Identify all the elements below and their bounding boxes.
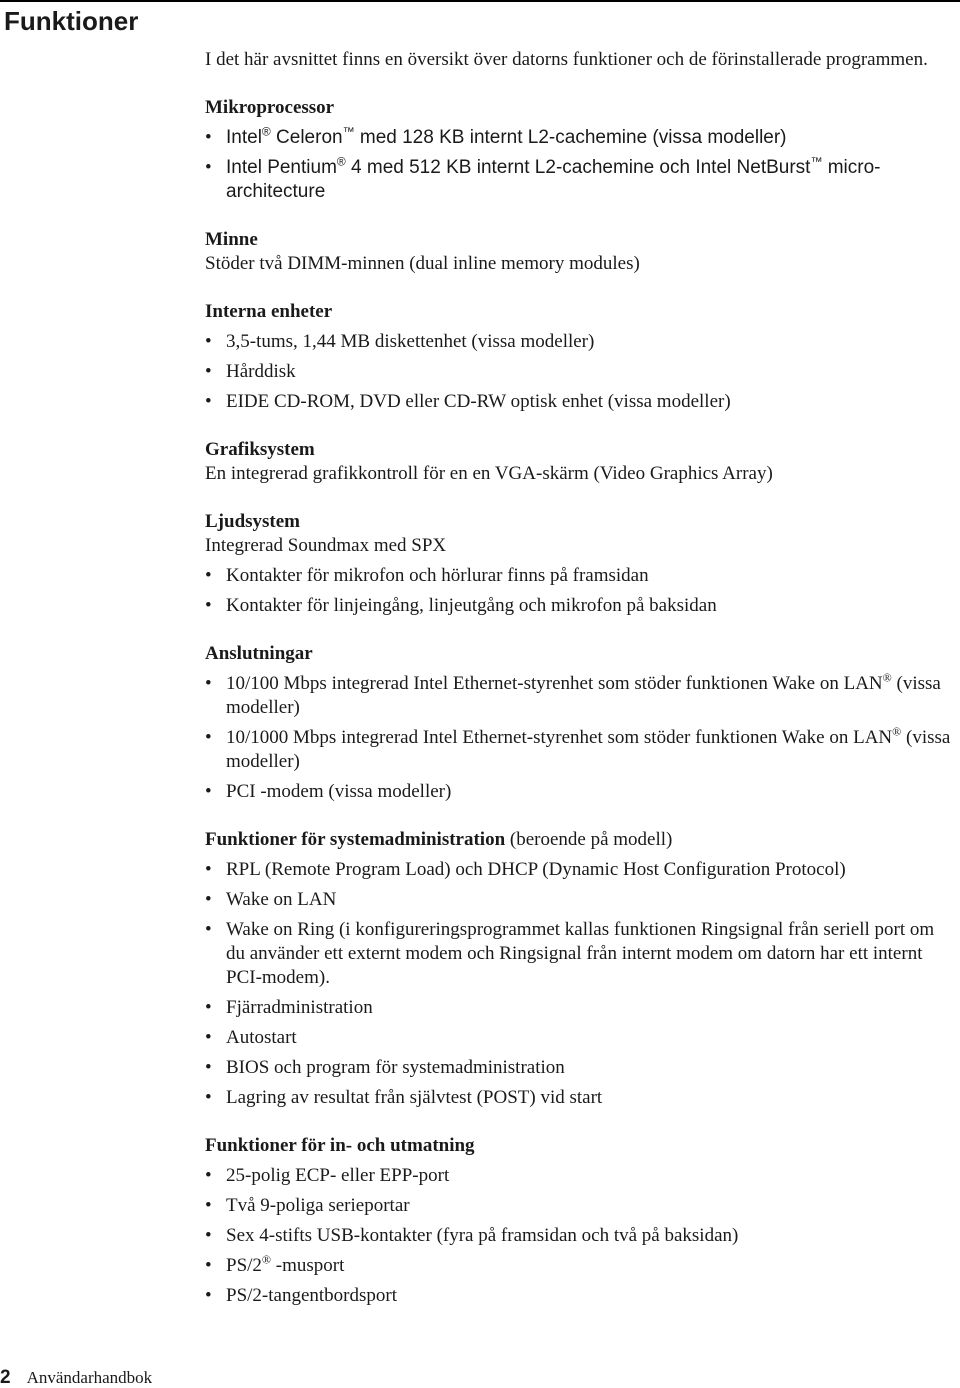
section-input-output — [205, 1134, 957, 1308]
list-item: • EIDE CD-ROM, DVD eller CD-RW optisk enhet (vissa modeller) — [205, 390, 957, 414]
list-item: • Kontakter för linjeingång, linjeutgång och mikrofon på baksidan — [205, 594, 957, 618]
bullet-list — [205, 858, 957, 1110]
section-connectivity — [205, 642, 957, 804]
list-item: • 3,5-tums, 1,44 MB diskettenhet (vissa modeller) — [205, 330, 957, 354]
list-item: • Lagring av resultat från självtest (POST) vid start — [205, 1086, 957, 1110]
content — [205, 48, 957, 1332]
section-internal-drives — [205, 300, 957, 414]
list-item: • Kontakter för mikrofon och hörlurar finns på framsidan — [205, 564, 957, 588]
top-rule — [0, 0, 960, 2]
list-item: • Sex 4-stifts USB-kontakter (fyra på framsidan och två på baksidan) — [205, 1224, 957, 1248]
section-heading: Mikroprocessor — [205, 97, 335, 118]
section-text: En integrerad grafikkontroll för en en VGA-skärm (Video Graphics Array) — [205, 463, 773, 484]
section-heading: Minne — [205, 229, 258, 250]
bullet-list — [205, 126, 957, 204]
section-graphics — [205, 438, 957, 486]
bullet-list — [205, 672, 957, 804]
section-text: Integrerad Soundmax med SPX — [205, 535, 447, 556]
bullet-list — [205, 1164, 957, 1308]
section-audio — [205, 510, 957, 618]
list-item: • 25-polig ECP- eller EPP-port — [205, 1164, 957, 1188]
section-memory — [205, 228, 957, 276]
list-item: • Två 9-poliga serieportar — [205, 1194, 957, 1218]
list-item: • PS/2-tangentbordsport — [205, 1284, 957, 1308]
bullet-list — [205, 564, 957, 618]
list-item: • PCI -modem (vissa modeller) — [205, 780, 957, 804]
list-item: • Wake on Ring (i konfigureringsprogrammet kallas funktionen Ringsignal från seriell port om du använder ett externt modem och Ringsignal från internt modem om datorn har ett internt PCI-modem). — [205, 918, 957, 990]
list-item: • 10/100 Mbps integrerad Intel Ethernet-styrenhet som stöder funktionen Wake on LAN® (vissa modeller) — [205, 672, 957, 720]
section-microprocessor — [205, 96, 957, 204]
list-item: • BIOS och program för systemadministration — [205, 1056, 957, 1080]
list-item: • Hårddisk — [205, 360, 957, 384]
page-number: 2 — [0, 1367, 11, 1388]
list-item: • 10/1000 Mbps integrerad Intel Ethernet-styrenhet som stöder funktionen Wake on LAN® (vissa modeller) — [205, 726, 957, 774]
list-item: • Autostart — [205, 1026, 957, 1050]
list-item: • RPL (Remote Program Load) och DHCP (Dynamic Host Configuration Protocol) — [205, 858, 957, 882]
page-title: Funktioner — [4, 6, 139, 36]
section-heading: Funktioner för in- och utmatning — [205, 1135, 475, 1156]
section-heading: Funktioner för systemadministration (beroende på modell) — [205, 829, 673, 850]
bullet-list — [205, 330, 957, 414]
section-heading: Grafiksystem — [205, 439, 315, 460]
section-text: Stöder två DIMM-minnen (dual inline memory modules) — [205, 253, 640, 274]
page-footer — [0, 1368, 152, 1388]
intro-paragraph: I det här avsnittet finns en översikt över datorns funktioner och de förinstallerade programmen. — [205, 49, 928, 70]
list-item: • Fjärradministration — [205, 996, 957, 1020]
section-heading: Ljudsystem — [205, 511, 301, 532]
section-system-management — [205, 828, 957, 1110]
list-item: • Intel® Celeron™ med 128 KB internt L2-cachemine (vissa modeller) — [205, 126, 957, 150]
section-heading: Anslutningar — [205, 643, 313, 664]
list-item: • Wake on LAN — [205, 888, 957, 912]
list-item: • PS/2® -musport — [205, 1254, 957, 1278]
book-title: Användarhandbok — [26, 1368, 153, 1387]
list-item: • Intel Pentium® 4 med 512 KB internt L2-cachemine och Intel NetBurst™ micro-architecture — [205, 156, 957, 204]
section-heading: Interna enheter — [205, 301, 333, 322]
